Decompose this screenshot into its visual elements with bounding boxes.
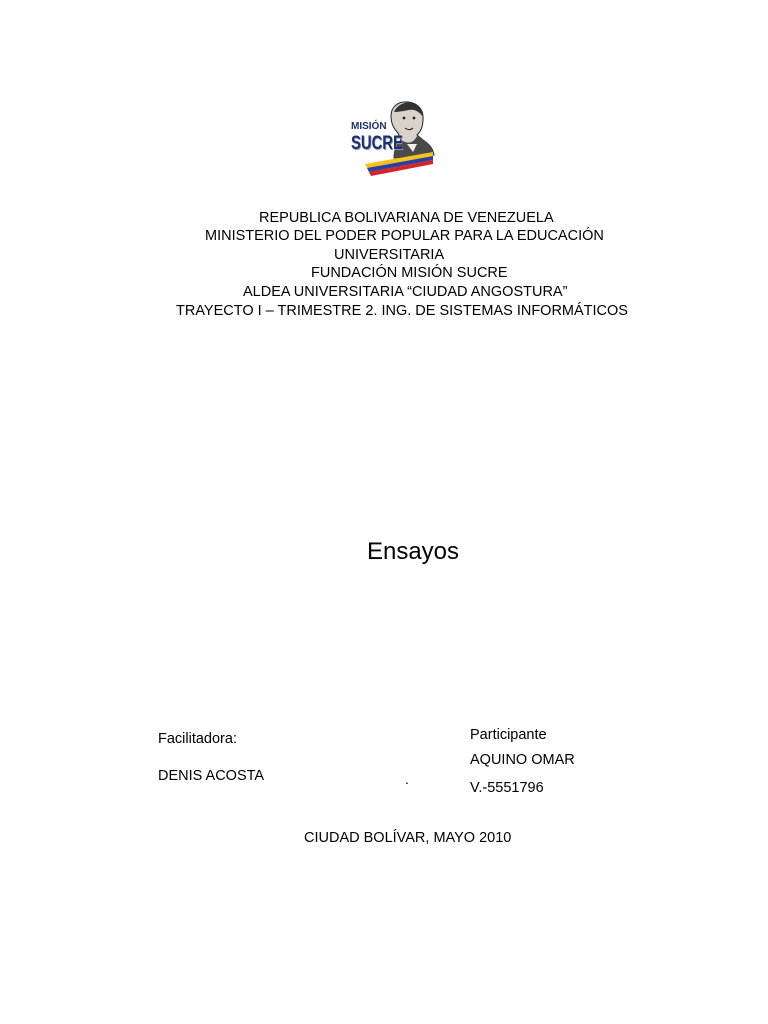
header-line-university: UNIVERSITARIA <box>334 247 445 263</box>
facilitator-label: Facilitadora: <box>158 731 237 747</box>
document-title: Ensayos <box>366 538 460 565</box>
participant-id: V.-5551796 <box>470 780 544 796</box>
header-line-aldea: ALDEA UNIVERSITARIA “CIUDAD ANGOSTURA” <box>243 284 568 300</box>
header-line-republic: REPUBLICA BOLIVARIANA DE VENEZUELA <box>259 210 554 226</box>
stray-dot: . <box>405 771 409 787</box>
logo-text-mision: MISIÓN <box>351 121 387 132</box>
logo-text-sucre: SUCRE <box>351 133 403 154</box>
header-line-foundation: FUNDACIÓN MISIÓN SUCRE <box>311 265 508 281</box>
header-line-ministry: MINISTERIO DEL PODER POPULAR PARA LA EDUCACIÓN <box>205 228 604 244</box>
participant-label: Participante <box>470 727 547 743</box>
participant-name: AQUINO OMAR <box>470 752 575 768</box>
facilitator-name: DENIS ACOSTA <box>158 768 265 784</box>
mision-sucre-logo <box>347 100 437 178</box>
place-date: CIUDAD BOLÍVAR, MAYO 2010 <box>304 830 512 846</box>
header-line-trayecto: TRAYECTO I – TRIMESTRE 2. ING. DE SISTEMAS INFORMÁTICOS <box>176 303 628 319</box>
